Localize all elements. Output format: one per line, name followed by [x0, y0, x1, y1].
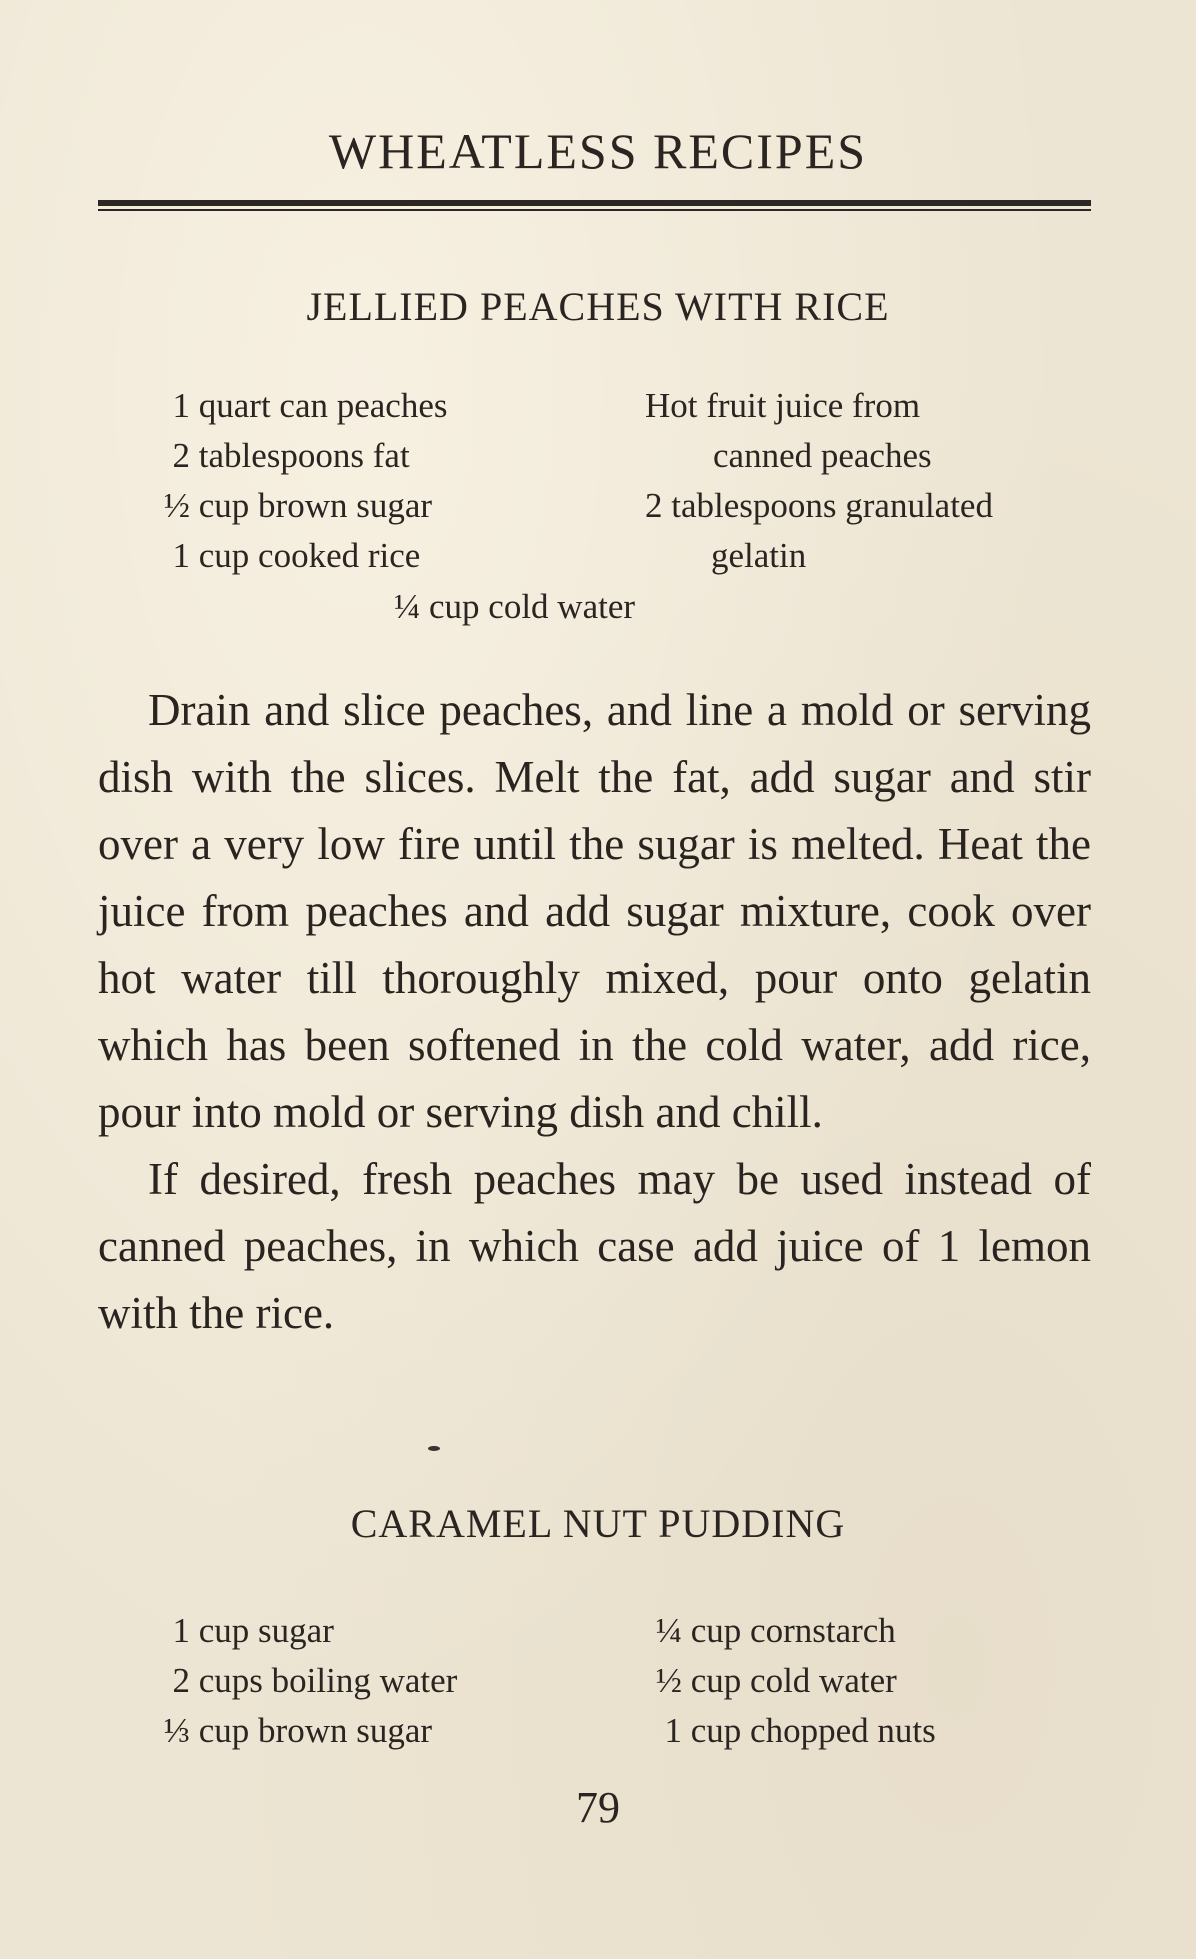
ingredient-line	[140, 1656, 457, 1706]
ingredient-line	[140, 1606, 457, 1656]
ingredient-list-right	[645, 381, 993, 581]
ingredient-centered	[394, 582, 635, 632]
ingredient-qty: ¼	[655, 1611, 682, 1650]
directions-paragraph: If desired, fresh peaches may be used instead of canned peaches, in which case add juice of 1 lemon with the rice.	[98, 1154, 1091, 1338]
ingredient-qty: 1	[664, 1711, 682, 1750]
ingredient-line	[140, 531, 448, 581]
ingredient-line-continued: gelatin	[711, 536, 807, 575]
ingredient-text: cup cold water	[690, 1661, 897, 1700]
page-number: 79	[576, 1783, 620, 1832]
ingredient-line	[140, 1706, 457, 1756]
ingredient-qty: 2	[172, 436, 190, 475]
ingredient-line	[140, 381, 448, 431]
ingredient-text: cup brown sugar	[198, 1711, 433, 1750]
ingredient-text: cups boiling water	[198, 1661, 458, 1700]
ingredient-qty: ¼	[394, 587, 421, 626]
ingredient-qty: 1	[172, 536, 190, 575]
ingredient-qty: 2	[172, 1661, 190, 1700]
ingredient-list-left	[140, 381, 448, 581]
ingredient-line	[140, 431, 448, 481]
ingredient-line	[640, 1706, 936, 1756]
ingredient-list-right	[640, 1606, 936, 1756]
recipe-title-jellied-peaches: JELLIED PEACHES WITH RICE	[306, 284, 890, 329]
ingredient-line-continued: canned peaches	[713, 436, 932, 475]
directions-paragraph: Drain and slice peaches, and line a mold or serving dish with the slices. Melt the fat, add sugar and stir over a very low fire until the sugar is melted. Heat the juice from peaches and add sugar mixture, cook over hot water till thoroughly mixed, pour onto gelatin which has been softened in the cold water, add rice, pour into mold or serving dish and chill.	[98, 685, 1091, 1137]
running-head: WHEATLESS RECIPES	[328, 123, 868, 179]
header-rule-thick	[98, 200, 1091, 206]
ingredient-text: quart can peaches	[198, 386, 448, 425]
ingredient-qty: 1	[172, 1611, 190, 1650]
ingredient-text: cup cornstarch	[690, 1611, 896, 1650]
section-ornament	[428, 1446, 440, 1451]
ingredient-text: tablespoons fat	[198, 436, 410, 475]
ingredient-qty: ⅓	[163, 1711, 190, 1750]
ingredient-qty: ½	[163, 486, 190, 525]
ingredient-line	[140, 481, 448, 531]
ingredient-text: cup cooked rice	[198, 536, 421, 575]
ingredient-qty: ½	[655, 1661, 682, 1700]
ingredient-text: cup chopped nuts	[690, 1711, 936, 1750]
ingredient-qty: 1	[172, 386, 190, 425]
ingredient-line: Hot fruit juice from	[645, 386, 921, 425]
ingredient-line: 2 tablespoons granulated	[645, 486, 993, 525]
header-rule-thin	[98, 209, 1091, 211]
ingredient-list-left	[140, 1606, 457, 1756]
ingredient-text: cup cold water	[429, 587, 636, 626]
recipe-title-caramel-nut-pudding: CARAMEL NUT PUDDING	[350, 1501, 846, 1546]
ingredient-text: cup brown sugar	[198, 486, 433, 525]
recipe-directions	[98, 677, 1091, 1347]
ingredient-line	[640, 1656, 936, 1706]
ingredient-line	[640, 1606, 936, 1656]
ingredient-text: cup sugar	[198, 1611, 334, 1650]
